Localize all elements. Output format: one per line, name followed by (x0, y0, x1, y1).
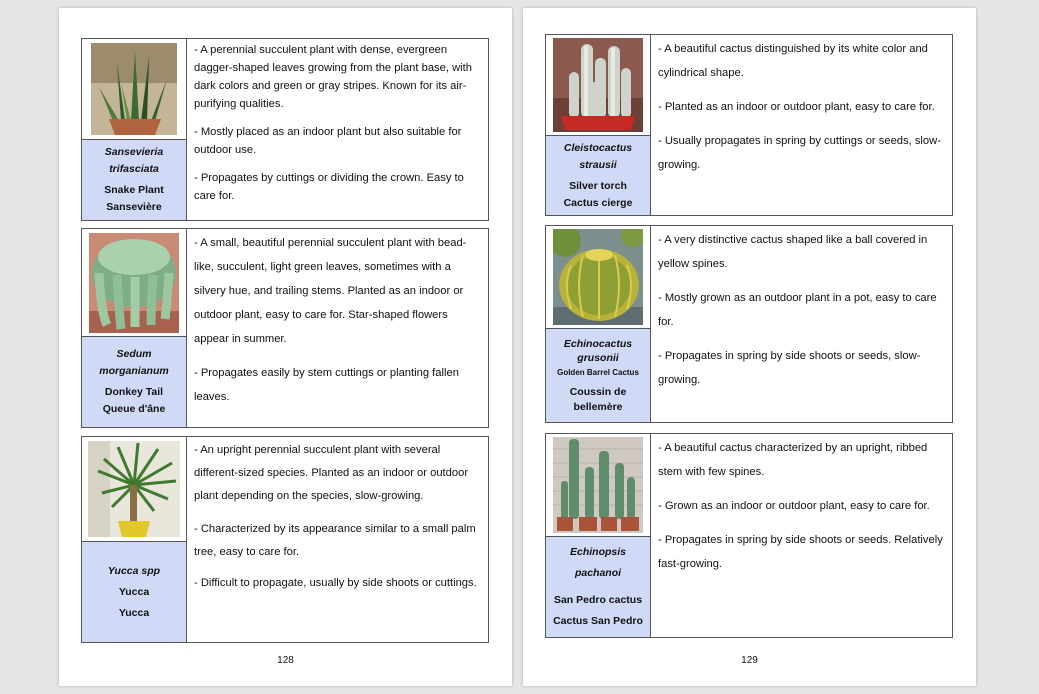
scientific-name-line: Echinocactus (563, 337, 633, 350)
description-paragraph: - A very distinctive cactus shaped like a ball covered in yellow spines. (658, 234, 928, 270)
plant-card-echinocactus (545, 225, 953, 423)
page-left (59, 8, 512, 686)
scientific-name-line: pachanoi (574, 567, 622, 579)
page-number: 129 (741, 655, 758, 666)
scientific-name-line: Echinopsis (569, 546, 626, 558)
plant-description (187, 437, 488, 642)
common-name-en: Golden Barrel Cactus (557, 367, 639, 377)
plant-names (82, 337, 186, 427)
plant-card-yucca (81, 436, 489, 643)
common-name-en: Yucca (118, 585, 150, 598)
scientific-name-line: Sedum (116, 348, 152, 360)
plant-id-column (82, 437, 187, 642)
description-paragraph: - Propagates in spring by side shoots or seeds, slow-growing. (658, 350, 921, 386)
common-name-fr: Sansevière (106, 201, 162, 213)
plant-card-cleistocactus (545, 34, 953, 216)
plant-card-sedum (81, 228, 489, 428)
plant-names (82, 542, 186, 642)
plant-description (187, 39, 488, 220)
common-name-en: San Pedro cactus (553, 594, 643, 606)
description-paragraph: - A beautiful cactus characterized by an upright, ribbed stem with few spines. (658, 442, 928, 478)
plant-names (82, 140, 186, 220)
description-paragraph: - Characterized by its appearance similar to a small palm tree, easy to care for. (194, 523, 476, 558)
plant-names (546, 329, 650, 422)
common-name-fr: Coussin de bellemère (569, 385, 627, 413)
scientific-name-line: Cleistocactus (563, 141, 633, 154)
description-paragraph: - Propagates by cuttings or dividing the crown. Easy to care for. (194, 172, 464, 202)
plant-id-column (546, 226, 651, 422)
scientific-name-line: Sansevieria (104, 146, 164, 158)
plant-card-echinopsis (545, 433, 953, 638)
sedum-photo (82, 229, 186, 337)
description-paragraph: - A beautiful cactus distinguished by its white color and cylindrical shape. (658, 43, 928, 79)
scientific-name-line: grusonii (577, 351, 619, 364)
common-name-en: Donkey Tail (104, 386, 164, 398)
plant-names (546, 136, 650, 215)
plant-id-column (82, 39, 187, 220)
description-paragraph: - Grown as an indoor or outdoor plant, easy to care for. (658, 500, 930, 512)
scientific-name-line: Yucca spp (107, 564, 161, 577)
cleistocactus-photo (546, 35, 650, 136)
echinopsis-photo (546, 434, 650, 537)
scientific-name-line: trifasciata (109, 163, 159, 175)
scientific-name-line: strausii (579, 158, 617, 171)
common-name-fr: Queue d'âne (102, 403, 166, 415)
description-paragraph: - Planted as an indoor or outdoor plant, easy to care for. (658, 101, 935, 113)
plant-description (651, 434, 952, 637)
plant-description (651, 226, 952, 422)
description-paragraph: - Usually propagates in spring by cuttings or seeds, slow-growing. (658, 135, 941, 171)
plant-id-column (546, 35, 651, 215)
echinocactus-photo (546, 226, 650, 329)
page-number: 128 (277, 655, 294, 666)
description-paragraph: - Mostly grown as an outdoor plant in a pot, easy to care for. (658, 292, 937, 328)
plant-id-column (546, 434, 651, 637)
scientific-name-line: morganianum (99, 365, 169, 377)
plant-description (651, 35, 952, 215)
common-name-fr: Yucca (118, 606, 150, 619)
plant-card-sansevieria (81, 38, 489, 221)
description-paragraph: - A perennial succulent plant with dense, evergreen dagger-shaped leaves growing from the plant base, with dark colors and green or gray stripes. Known for its air-purifying qualities. (194, 44, 472, 110)
common-name-en: Silver torch (569, 179, 627, 192)
page-right (523, 8, 976, 686)
description-paragraph: - A small, beautiful perennial succulent plant with bead-like, succulent, light green leaves, sometimes with a silvery hue, and trailing stems. Planted as an indoor or outdoor plant, easy to care for. Star-shaped flowers appear in summer. (194, 237, 467, 345)
common-name-en: Snake Plant (104, 184, 164, 196)
plant-names (546, 537, 650, 637)
common-name-fr: Cactus San Pedro (553, 615, 643, 627)
plant-id-column (82, 229, 187, 427)
sansevieria-photo (82, 39, 186, 140)
description-paragraph: - An upright perennial succulent plant with several different-sized species. Planted as an indoor or outdoor plant depending on the species, slow-growing. (194, 444, 469, 502)
description-paragraph: - Difficult to propagate, usually by side shoots or cuttings. (194, 577, 477, 589)
yucca-photo (82, 437, 186, 542)
description-paragraph: - Propagates easily by stem cuttings or planting fallen leaves. (194, 367, 459, 403)
description-paragraph: - Propagates in spring by side shoots or seeds. Relatively fast-growing. (658, 534, 943, 570)
common-name-fr: Cactus cierge (563, 196, 633, 209)
description-paragraph: - Mostly placed as an indoor plant but also suitable for outdoor use. (194, 126, 462, 156)
plant-description (187, 229, 488, 427)
